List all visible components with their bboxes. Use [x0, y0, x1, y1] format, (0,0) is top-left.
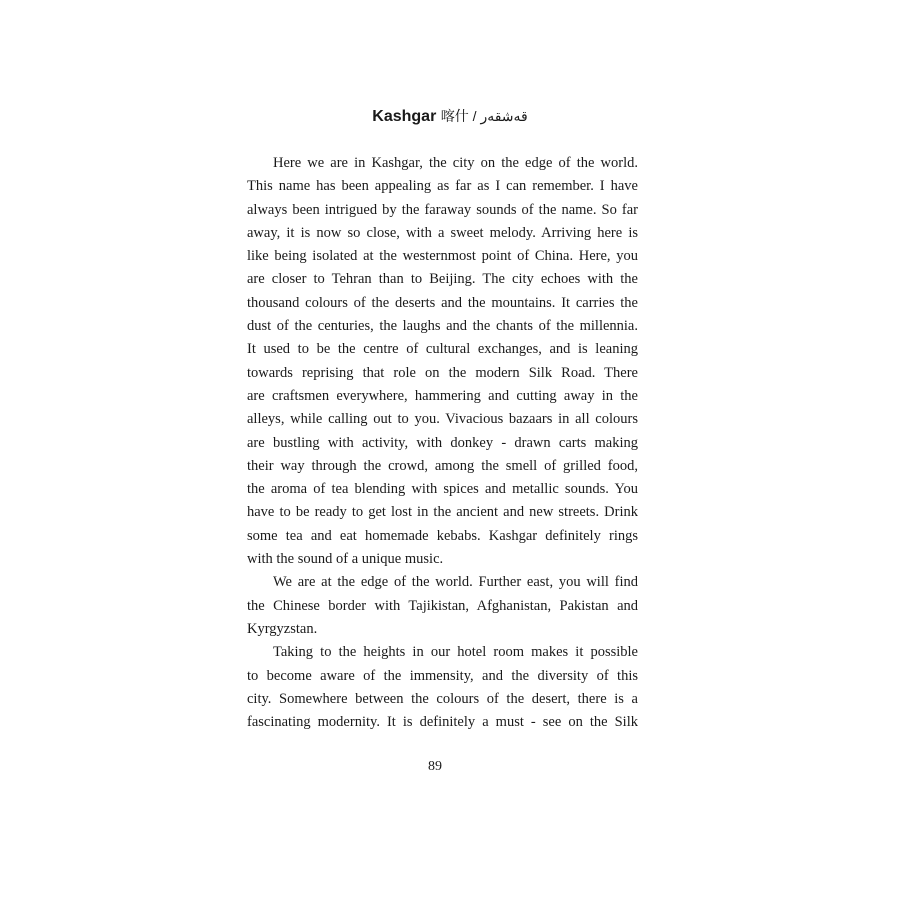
text-line: always been intrigued by the faraway sounds of the name. So far	[247, 201, 638, 218]
text-line: fascinating modernity. It is definitely a must - see on the Silk	[247, 714, 638, 731]
text-line: their way through the crowd, among the smell of grilled food,	[247, 457, 638, 474]
text-line: It used to be the centre of cultural exchanges, and is leaning	[247, 341, 638, 358]
text-line: the Chinese border with Tajikistan, Afghanistan, Pakistan and	[247, 597, 638, 614]
text-line: with the sound of a unique music.	[247, 551, 444, 568]
text-line: Here we are in Kashgar, the city on the edge of the world.	[273, 155, 638, 171]
text-line: Taking to the heights in our hotel room makes it possible	[273, 644, 638, 661]
paragraph	[247, 641, 638, 734]
text-line: to become aware of the immensity, and the diversity of this	[247, 667, 638, 684]
chapter-title	[0, 106, 900, 126]
chapter-title-latin: Kashgar	[372, 108, 437, 125]
page-number	[0, 759, 900, 775]
text-line: away, it is now so close, with a sweet melody. Arriving here is	[247, 224, 638, 241]
text-line: This name has been appealing as far as I can remember. I have	[247, 178, 638, 195]
text-line: some tea and eat homemade kebabs. Kashgar definitely rings	[247, 527, 638, 544]
text-line: the aroma of tea blending with spices and metallic sounds. You	[247, 481, 638, 498]
paragraph	[247, 152, 638, 571]
text-line: dust of the centuries, the laughs and the chants of the millennia.	[247, 318, 638, 335]
text-line: We are at the edge of the world. Further east, you will find	[273, 574, 638, 591]
page-number-value: 89	[428, 759, 442, 774]
body-text	[247, 152, 638, 734]
text-line: alleys, while calling out to you. Vivacious bazaars in all colours	[247, 411, 638, 428]
text-line: like being isolated at the westernmost point of China. Here, you	[247, 248, 638, 265]
text-line: thousand colours of the deserts and the mountains. It carries the	[247, 294, 638, 311]
text-line: are craftsmen everywhere, hammering and cutting away in the	[247, 387, 638, 404]
text-line: have to be ready to get lost in the ancient and new streets. Drink	[247, 504, 638, 521]
chapter-title-native-script: 喀什 / قەشقەر	[440, 108, 528, 124]
text-line: Kyrgyzstan.	[247, 620, 318, 637]
text-line: city. Somewhere between the colours of the desert, there is a	[247, 690, 638, 707]
paragraph	[247, 571, 638, 641]
text-line: are closer to Tehran than to Beijing. The city echoes with the	[247, 271, 638, 288]
text-line: are bustling with activity, with donkey - drawn carts making	[247, 434, 638, 451]
text-line: towards reprising that role on the modern Silk Road. There	[247, 364, 638, 381]
